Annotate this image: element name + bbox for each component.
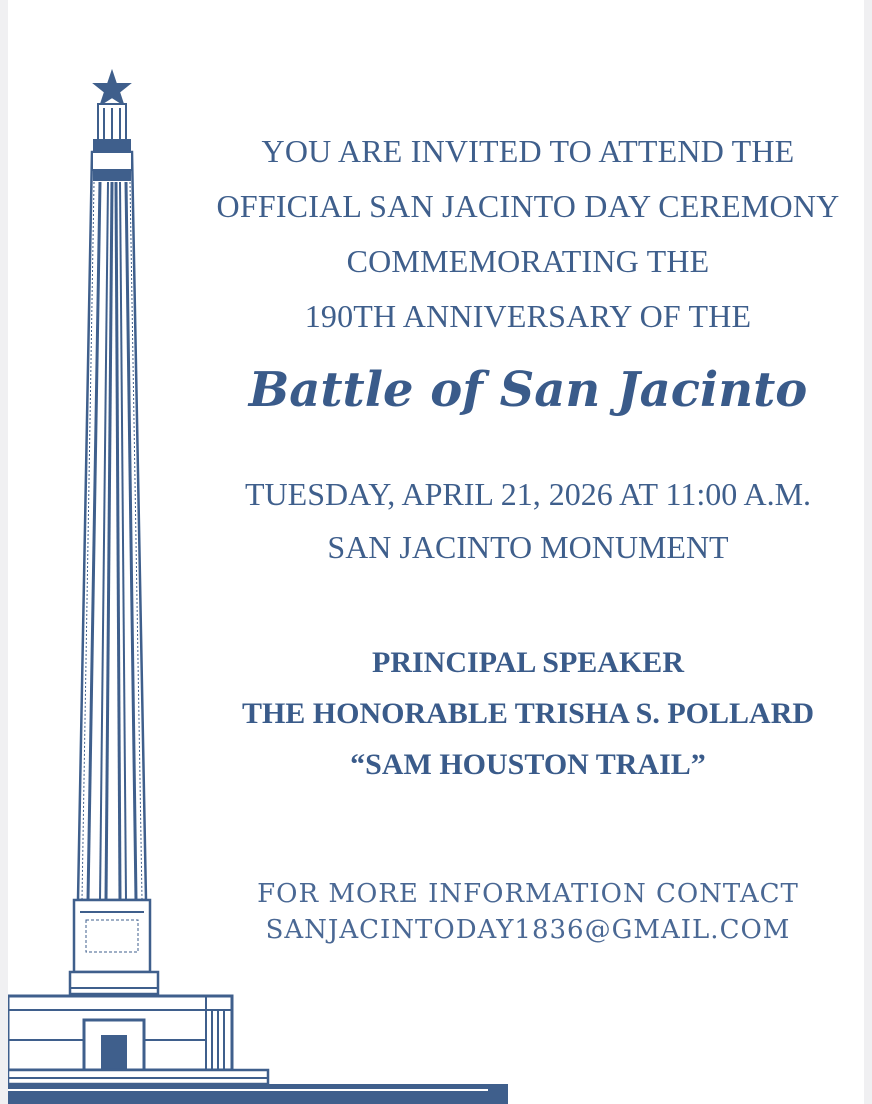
- speaker-block: [198, 637, 858, 790]
- contact-block: [198, 876, 858, 948]
- event-title: Battle of San Jacinto: [248, 362, 808, 418]
- event-datetime: TUESDAY, APRIL 21, 2026 AT 11:00 A.M.: [244, 476, 812, 512]
- contact-email: SANJACINTODAY1836@GMAIL.COM: [265, 915, 791, 945]
- event-location: SAN JACINTO MONUMENT: [327, 529, 729, 565]
- speaker-subtitle: “SAM HOUSTON TRAIL”: [350, 748, 706, 781]
- speaker-heading: PRINCIPAL SPEAKER: [372, 646, 684, 679]
- invitation-text: [198, 124, 858, 344]
- contact-label: FOR MORE INFORMATION CONTACT: [257, 879, 799, 909]
- speaker-name: THE HONORABLE TRISHA S. POLLARD: [241, 697, 815, 730]
- invitation-line: YOU ARE INVITED TO ATTEND THE: [261, 133, 795, 169]
- invitation-line: 190TH ANNIVERSARY OF THE: [304, 298, 752, 334]
- invitation-line: COMMEMORATING THE: [346, 243, 710, 279]
- invitation-card: [8, 0, 864, 1104]
- star-icon: [95, 72, 129, 104]
- invitation-line: OFFICIAL SAN JACINTO DAY CEREMONY: [216, 188, 840, 224]
- event-details: [198, 468, 858, 574]
